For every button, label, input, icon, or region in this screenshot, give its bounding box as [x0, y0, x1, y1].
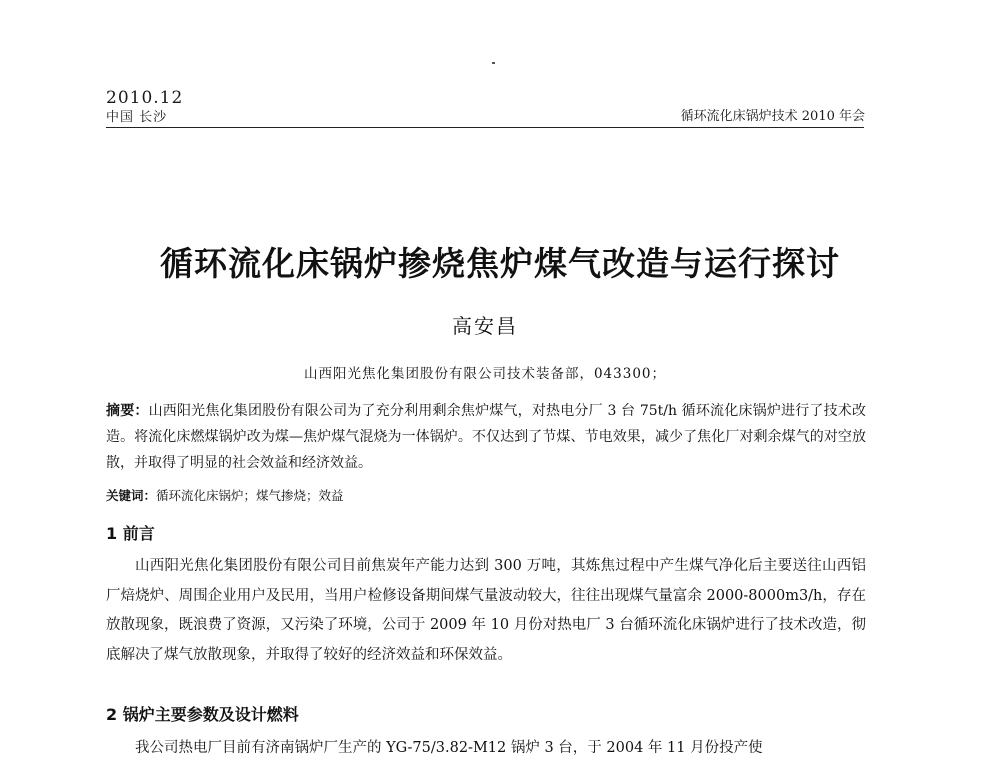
abstract [106, 398, 866, 476]
header-rule [106, 127, 864, 128]
section-paragraph-intro: 山西阳光焦化集团股份有限公司目前焦炭年产能力达到 300 万吨，其炼焦过程中产生煤气净化后主要送往山西铝厂焙烧炉、周围企业用户及民用，当用户检修设备期间煤气量波动较大，往往出现煤气量富余 2000-8000m3/h，存在放散现象，既浪费了资源，又污染了环境，公司于 2009 年 10 月份对热电厂 3 台循环流化床锅炉进行了技术改造，彻底解决了煤气放散现象，并取得了较好的经济效益和环保效益。 [106, 558, 866, 663]
scan-speck [492, 62, 495, 64]
abstract-label: 摘要： [106, 403, 149, 419]
section-heading-boiler-params: 2 锅炉主要参数及设计燃料 [106, 705, 299, 724]
abstract-text: 山西阳光焦化集团股份有限公司为了充分利用剩余焦炉煤气，对热电分厂 3 台 75t/h 循环流化床锅炉进行了技术改造。将流化床燃煤锅炉改为煤—焦炉煤气混烧为一体锅炉。不仅达到了节煤、节电效果，减少了焦化厂对剩余煤气的对空放散，并取得了明显的社会效益和经济效益。 [106, 403, 866, 471]
keywords-text: 循环流化床锅炉；煤气掺烧；效益 [156, 488, 344, 503]
paper-affiliation: 山西阳光焦化集团股份有限公司技术装备部，043300； [303, 366, 667, 382]
section-paragraph-boiler-params: 我公司热电厂目前有济南锅炉厂生产的 YG-75/3.82-M12 锅炉 3 台，于 2004 年 11 月份投产使 [135, 740, 763, 756]
keywords [106, 487, 866, 505]
paper-title: 循环流化床锅炉掺烧焦炉煤气改造与运行探讨 [160, 244, 840, 283]
running-header-left [106, 88, 183, 128]
header-conference: 循环流化床锅炉技术 2010 年会 [680, 109, 865, 124]
paper-author: 高安昌 [452, 314, 518, 338]
section-heading-intro: 1 前言 [106, 524, 155, 543]
header-date: 2010.12 [106, 88, 184, 108]
keywords-label: 关键词： [106, 488, 157, 503]
header-location: 中国 长沙 [106, 110, 168, 125]
